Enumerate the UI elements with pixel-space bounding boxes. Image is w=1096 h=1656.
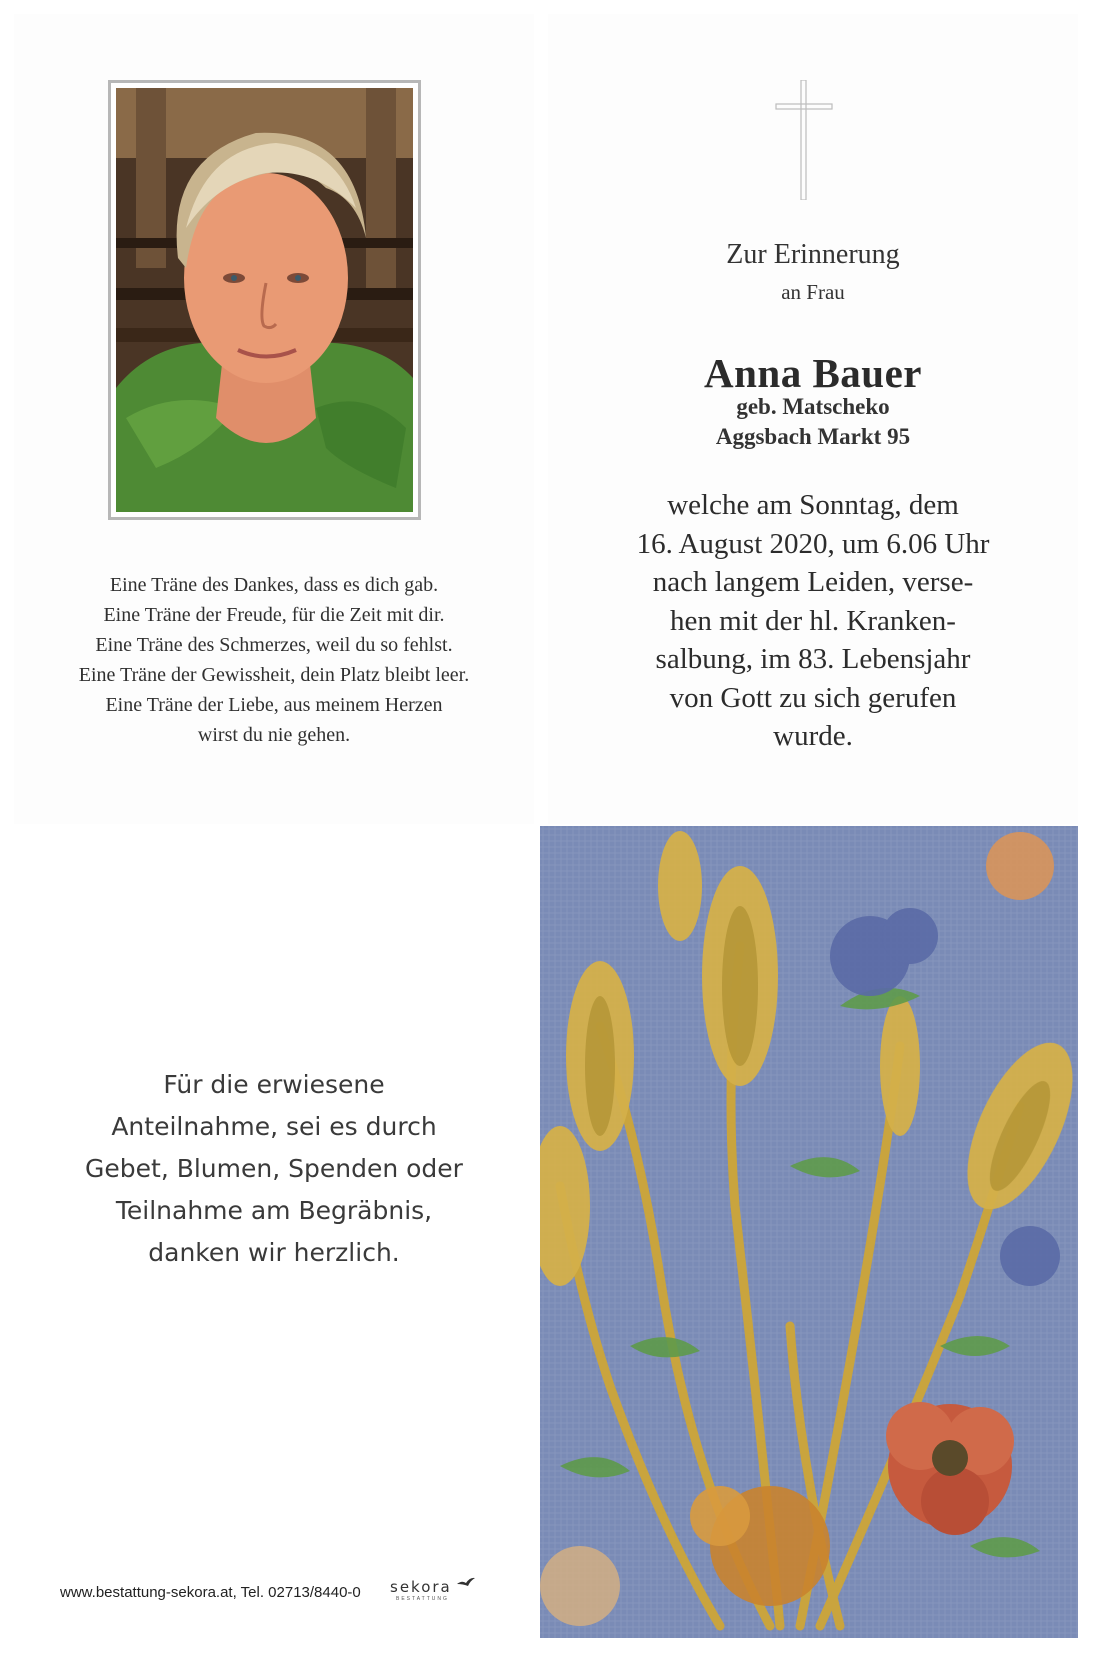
thanks-line: Anteilnahme, sei es durch: [111, 1112, 437, 1141]
thanks-line: Für die erwiesene: [163, 1070, 385, 1099]
notice-line: von Gott zu sich gerufen: [669, 681, 957, 714]
notice-line: nach langem Leiden, verse-: [652, 566, 974, 598]
portrait-panel: [14, 14, 534, 824]
poem-line: wirst du nie gehen.: [197, 724, 351, 746]
notice-line: hen mit der hl. Kranken-: [670, 604, 956, 637]
notice-line: wurde.: [773, 720, 853, 752]
cross-icon: [774, 80, 834, 200]
poem-line: Eine Träne des Dankes, dass es dich gab.: [109, 574, 439, 596]
intro-text: Zur Erinnerung: [726, 239, 900, 270]
portrait-photo: [116, 88, 413, 512]
poem-line: Eine Träne des Schmerzes, weil du so fehlst.: [95, 634, 453, 656]
notice-line: 16. August 2020, um 6.06 Uhr: [636, 527, 990, 560]
salutation-text: an Frau: [781, 280, 845, 304]
brand-subtitle: BESTATTUNG: [396, 1596, 449, 1602]
address: Aggsbach Markt 95: [715, 424, 911, 449]
poem-line: Eine Träne der Liebe, aus meinem Herzen: [105, 694, 443, 716]
contact-link[interactable]: www.bestattung-sekora.at, Tel. 02713/8440-0: [60, 1584, 361, 1601]
notice-line: welche am Sonntag, dem: [667, 489, 959, 521]
poem-line: Eine Träne der Freude, für die Zeit mit dir.: [103, 604, 445, 626]
brand-logo: sekora: [390, 1578, 452, 1596]
death-notice: [548, 486, 1078, 756]
thanks-line: Teilnahme am Begräbnis,: [115, 1196, 433, 1225]
poem: [14, 570, 534, 750]
notice-line: salbung, im 83. Lebensjahr: [655, 643, 971, 675]
footer: [60, 1576, 530, 1606]
bird-icon: [456, 1576, 476, 1590]
thanks-line: Gebet, Blumen, Spenden oder: [85, 1154, 463, 1183]
portrait-illustration: [116, 88, 413, 512]
painting-illustration: [540, 826, 1078, 1638]
maiden-name: geb. Matscheko: [736, 394, 890, 419]
deceased-name: Anna Bauer: [703, 350, 922, 396]
thanks-line: danken wir herzlich.: [148, 1238, 400, 1267]
portrait-frame: [108, 80, 421, 520]
poem-line: Eine Träne der Gewissheit, dein Platz bleibt leer.: [78, 664, 470, 686]
thanks-text: [14, 1064, 534, 1274]
thanks-panel: [14, 828, 534, 1644]
memorial-panel: [548, 14, 1078, 824]
flower-painting: [540, 826, 1078, 1638]
